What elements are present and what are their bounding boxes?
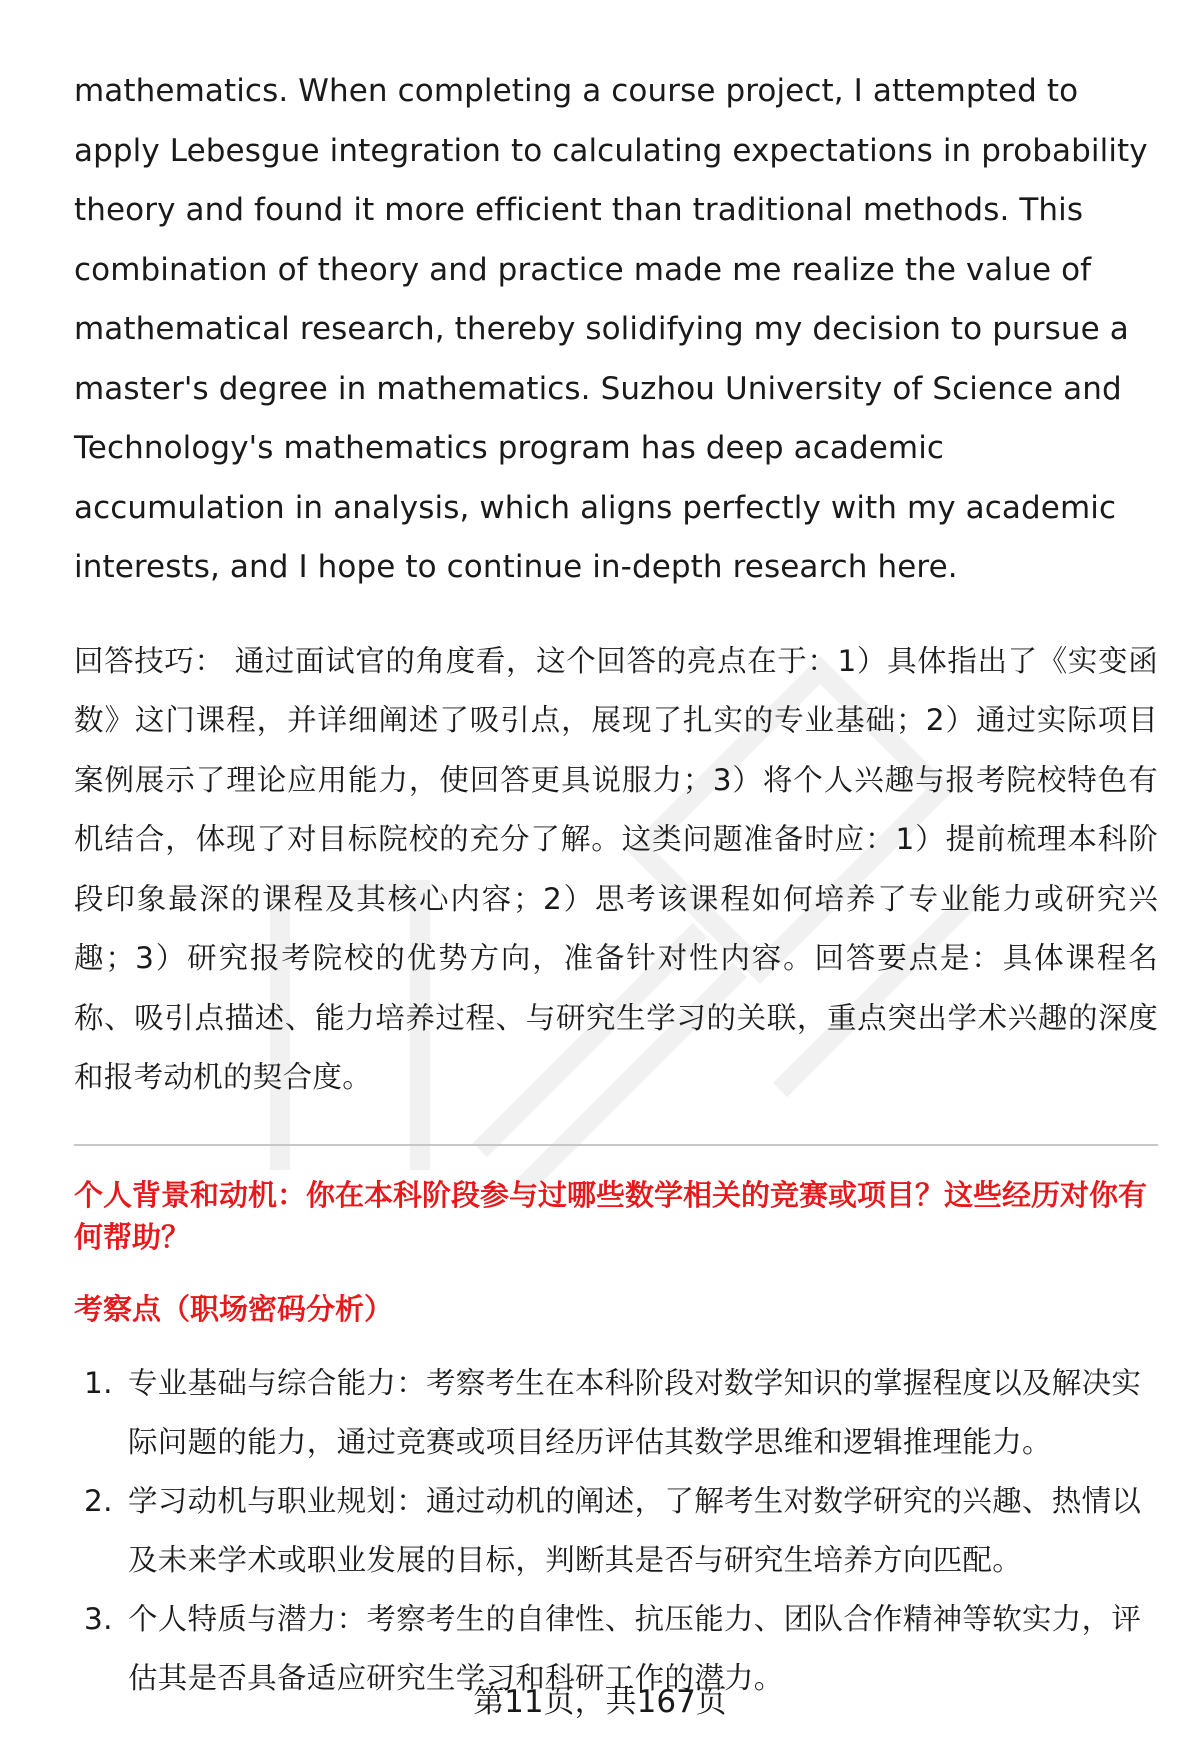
list-item-text: 专业基础与综合能力：考察考生在本科阶段对数学知识的掌握程度以及解决实际问题的能力，通过竞赛或项目经历评估其数学思维和逻辑推理能力。 [128, 1365, 1142, 1459]
list-item [74, 1472, 1158, 1590]
list-item-text: 个人特质与潜力：考察考生的自律性、抗压能力、团队合作精神等软实力，评估其是否具备适应研究生学习和科研工作的潜力。 [128, 1601, 1142, 1695]
section-divider [74, 1144, 1158, 1146]
analysis-title: 考察点（职场密码分析） [74, 1291, 394, 1326]
assessment-points-list [74, 1354, 1158, 1708]
list-item-number: 2. [84, 1483, 113, 1518]
page-number-footer: 第11页，共167页 [473, 1684, 727, 1720]
page-content [74, 62, 1158, 1708]
list-item-number: 1. [84, 1365, 113, 1400]
list-item-number: 3. [84, 1601, 113, 1636]
list-item-text: 学习动机与职业规划：通过动机的阐述，了解考生对数学研究的兴趣、热情以及未来学术或职业发展的目标，判断其是否与研究生培养方向匹配。 [128, 1483, 1142, 1577]
answer-tips-paragraph: 回答技巧： 通过面试官的角度看，这个回答的亮点在于：1）具体指出了《实变函数》这门课程，并详细阐述了吸引点，展现了扎实的专业基础；2）通过实际项目案例展示了理论应用能力，使回答更具说服力；3）将个人兴趣与报考院校特色有机结合，体现了对目标院校的充分了解。这类问题准备时应：1）提前梳理本科阶段印象最深的课程及其核心内容；2）思考该课程如何培养了专业能力或研究兴趣；3）研究报考院校的优势方向，准备针对性内容。回答要点是：具体课程名称、吸引点描述、能力培养过程、与研究生学习的关联，重点突出学术兴趣的深度和报考动机的契合度。 [74, 643, 1158, 1094]
question-title: 个人背景和动机：你在本科阶段参与过哪些数学相关的竞赛或项目？这些经历对你有何帮助？ [74, 1177, 1148, 1254]
english-answer-paragraph: mathematics. When completing a course project, I attempted to apply Lebesgue integration to calculating expectations in probability theory and found it more efficient than traditional methods. This combination of theory and practice made me realize the value of mathematical research, thereby solidifying my decision to pursue a master's degree in mathematics. Suzhou University of Science and Technology's mathematics program has deep academic accumulation in analysis, which aligns perfectly with my academic interests, and I hope to continue in-depth research here. [74, 73, 1148, 585]
list-item [74, 1354, 1158, 1472]
